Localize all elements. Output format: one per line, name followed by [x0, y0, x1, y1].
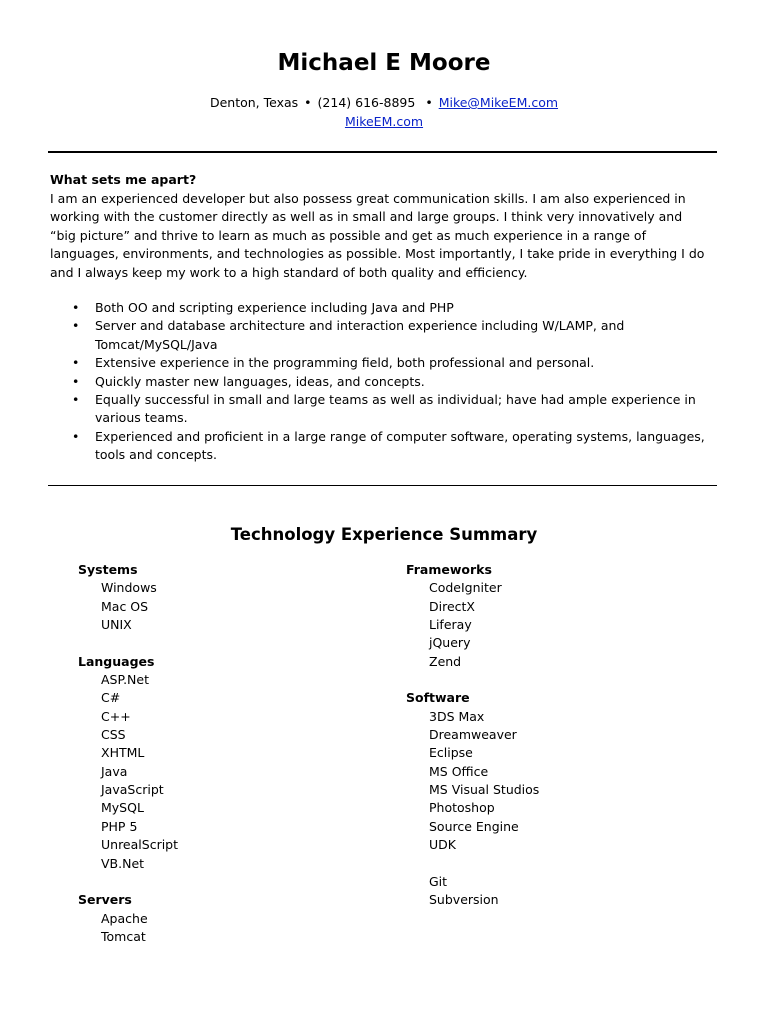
tech-item: MS Office: [429, 763, 489, 779]
tech-item: UDK: [429, 837, 456, 853]
group-title-frameworks: Frameworks: [406, 562, 492, 577]
tech-item: XHTML: [101, 745, 145, 761]
email-link[interactable]: Mike@MikeEM.com: [438, 95, 559, 110]
tech-item: DirectX: [429, 598, 475, 614]
phone-text: (214) 616-8895: [317, 95, 416, 110]
tech-item: C++: [101, 708, 131, 724]
list-item: • Quickly master new languages, ideas, and concepts.: [50, 373, 710, 391]
list-item: • Both OO and scripting experience including Java and PHP: [50, 299, 710, 317]
group-title-languages: Languages: [78, 653, 155, 669]
website-link[interactable]: MikeEM.com: [344, 114, 424, 129]
tech-item: VB.Net: [101, 855, 145, 871]
list-item: • Extensive experience in the programming field, both professional and personal.: [50, 354, 710, 372]
tech-item: 3DS Max: [429, 708, 485, 724]
tech-item: Zend: [429, 653, 462, 669]
tech-item: CSS: [101, 727, 126, 743]
group-title-servers: Servers: [78, 892, 132, 908]
tech-item: Photoshop: [429, 800, 495, 816]
tech-item: Eclipse: [429, 745, 473, 761]
list-item: • Experienced and proficient in a large range of computer software, operating systems, languages, tools and concepts.: [50, 428, 710, 465]
tech-item: UnrealScript: [101, 837, 179, 853]
tech-item: MS Visual Studios: [429, 782, 540, 798]
list-item: • Server and database architecture and interaction experience including W/LAMP, and Tomcat/MySQL/Java: [50, 317, 710, 354]
tech-item: JavaScript: [101, 782, 164, 798]
contact-line: [0, 95, 768, 110]
group-spacer: [406, 671, 539, 689]
group-spacer: [78, 634, 178, 652]
tech-item: jQuery: [429, 635, 471, 651]
tech-item: Liferay: [429, 617, 472, 633]
tech-column-right: [406, 561, 539, 910]
tech-item: PHP 5: [101, 818, 138, 834]
group-title-software: Software: [406, 690, 470, 706]
highlights-list: [50, 299, 710, 465]
tech-item: Subversion: [429, 892, 499, 908]
tech-item: Java: [101, 763, 128, 779]
separator-dot: •: [304, 95, 312, 110]
tech-summary-title: Technology Experience Summary: [230, 525, 538, 544]
tech-item: Apache: [101, 910, 148, 926]
group-spacer: [406, 855, 539, 873]
tech-item: Tomcat: [101, 928, 146, 944]
section-divider: [48, 485, 717, 486]
separator-dot: •: [425, 95, 433, 110]
tech-item: ASP.Net: [101, 672, 149, 688]
website-line: [0, 114, 768, 129]
list-item: • Equally successful in small and large teams as well as individual; have had ample experience in various teams.: [50, 391, 710, 428]
tech-item: Git: [429, 873, 448, 889]
tech-item: Windows: [101, 580, 157, 596]
tech-item: UNIX: [101, 617, 132, 633]
tech-item: CodeIgniter: [429, 580, 502, 596]
tech-item: Mac OS: [101, 598, 149, 614]
tech-item: C#: [101, 690, 121, 706]
candidate-name: Michael E Moore: [277, 50, 491, 76]
tech-column-left: [78, 561, 178, 946]
tech-item: MySQL: [101, 800, 144, 816]
tech-item: Dreamweaver: [429, 727, 517, 743]
location-text: Denton, Texas: [209, 95, 299, 110]
about-paragraph: I am an experienced developer but also possess great communication skills. I am also experienced in working with the customer directly as well as in small and large groups. I think very innovatively and “big picture” and thrive to learn as much as possible and get as much experience in a range of languages, environments, and technologies as possible. Most importantly, I take pride in everything I do and I always keep my work to a high standard of both quality and efficiency.: [50, 191, 705, 280]
group-spacer: [78, 873, 178, 891]
header-divider: [48, 151, 717, 153]
group-title-systems: Systems: [78, 562, 138, 577]
about-heading: What sets me apart?: [50, 172, 197, 187]
tech-item: Source Engine: [429, 818, 519, 834]
